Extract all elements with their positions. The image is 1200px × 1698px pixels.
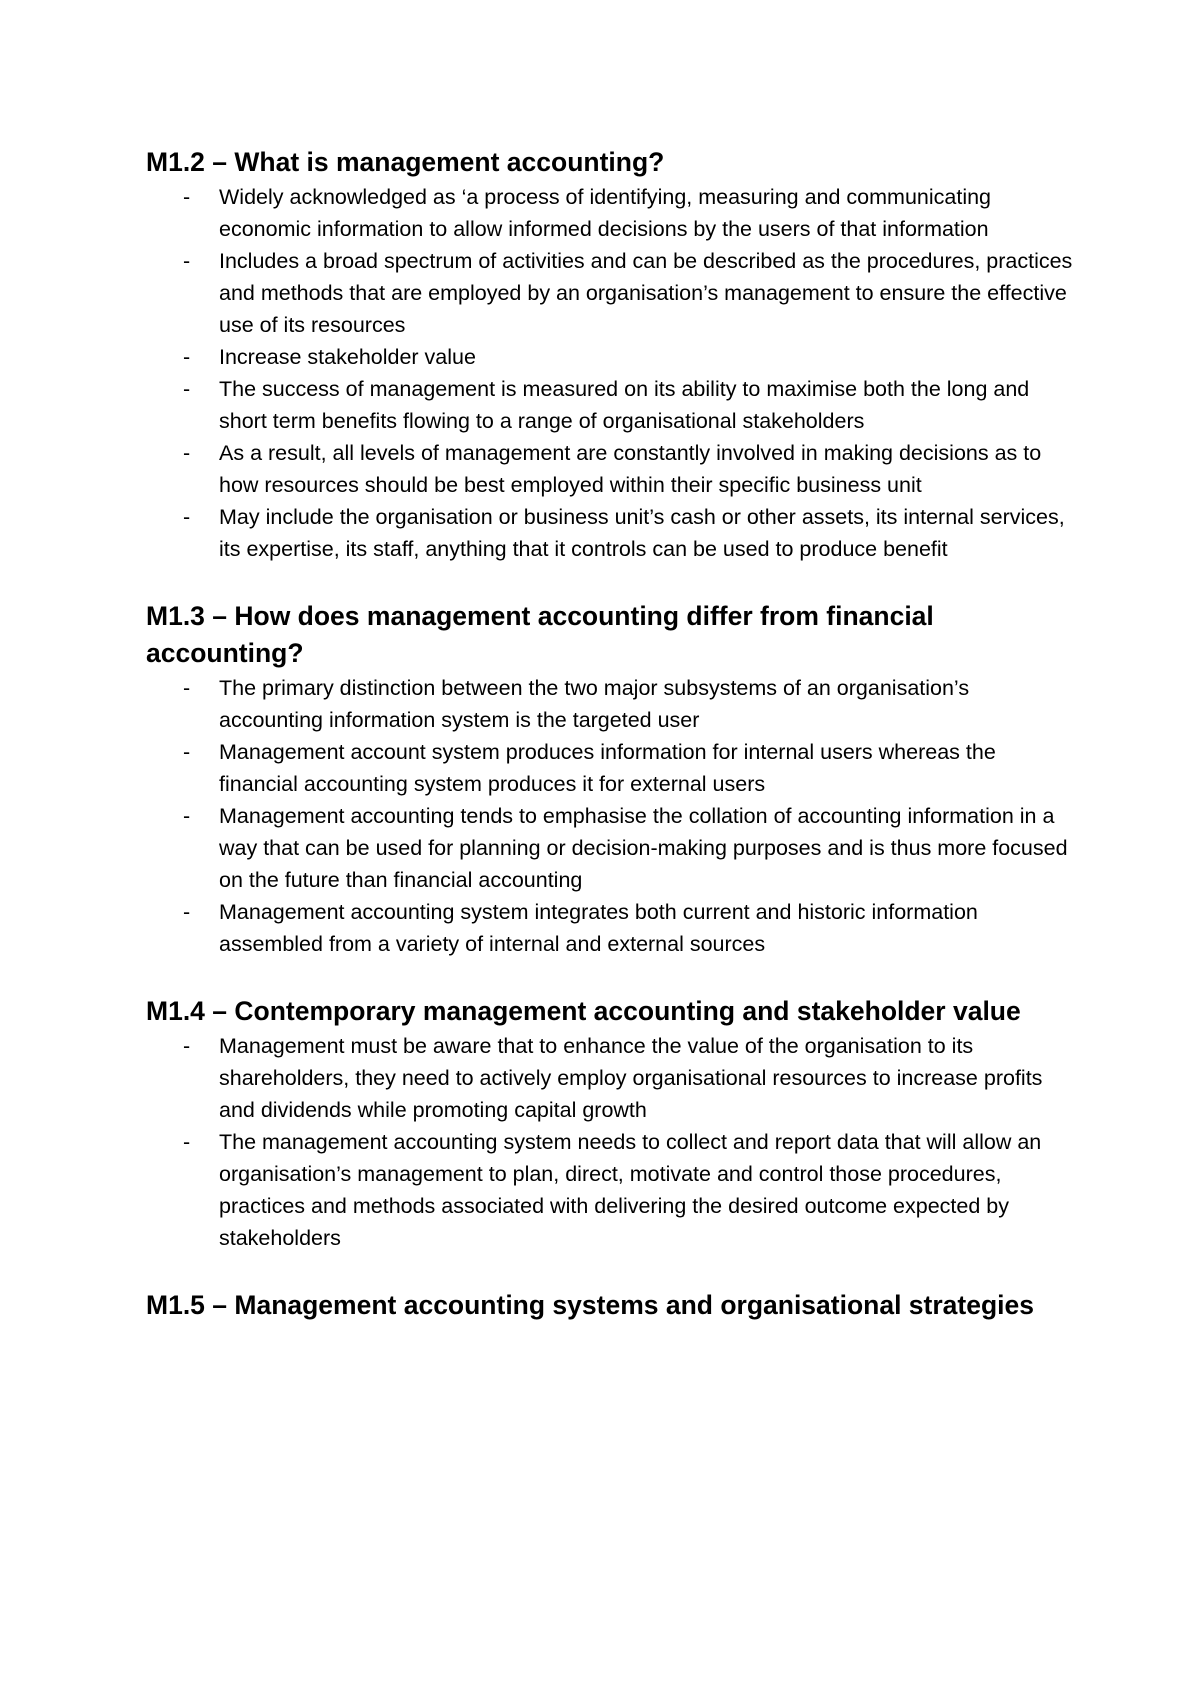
list-item <box>146 501 1076 565</box>
bullet-list <box>146 181 1076 565</box>
list-item <box>146 437 1076 501</box>
bullet-dash: - <box>183 900 191 924</box>
section-heading: M1.4 – Contemporary management accounting and stakeholder value <box>146 996 1021 1026</box>
section-m1-5 <box>146 1287 1076 1324</box>
section-heading: M1.3 – How does management accounting differ from financial accounting? <box>146 601 934 668</box>
bullet-dash: - <box>183 1130 191 1154</box>
list-item <box>146 181 1076 245</box>
bullet-text: The management accounting system needs to collect and report data that will allow an organisation’s management to plan, direct, motivate and control those procedures, practices and methods associated with delivering the desired outcome expected by stakeholders <box>219 1130 1042 1250</box>
bullet-text: Increase stakeholder value <box>219 345 476 369</box>
bullet-text: The primary distinction between the two major subsystems of an organisation’s accounting information system is the targeted user <box>219 676 970 732</box>
bullet-dash: - <box>183 676 191 700</box>
bullet-dash: - <box>183 505 191 529</box>
bullet-dash: - <box>183 249 191 273</box>
bullet-text: Management accounting system integrates both current and historic information assembled from a variety of internal and external sources <box>219 900 978 956</box>
bullet-text: Widely acknowledged as ‘a process of identifying, measuring and communicating economic information to allow informed decisions by the users of that information <box>219 185 992 241</box>
bullet-text: As a result, all levels of management are constantly involved in making decisions as to how resources should be best employed within their specific business unit <box>219 441 1042 497</box>
bullet-dash: - <box>183 185 191 209</box>
bullet-dash: - <box>183 740 191 764</box>
list-item <box>146 800 1076 896</box>
bullet-dash: - <box>183 1034 191 1058</box>
bullet-dash: - <box>183 441 191 465</box>
list-item <box>146 373 1076 437</box>
section-heading: M1.2 – What is management accounting? <box>146 147 665 177</box>
section-m1-3 <box>146 598 1076 960</box>
list-item <box>146 672 1076 736</box>
list-item <box>146 1030 1076 1126</box>
section-m1-4 <box>146 993 1076 1254</box>
section-m1-2 <box>146 144 1076 565</box>
bullet-list <box>146 672 1076 960</box>
section-heading: M1.5 – Management accounting systems and organisational strategies <box>146 1290 1035 1320</box>
list-item <box>146 896 1076 960</box>
list-item <box>146 245 1076 341</box>
bullet-dash: - <box>183 804 191 828</box>
bullet-dash: - <box>183 345 191 369</box>
bullet-text: Management must be aware that to enhance the value of the organisation to its shareholders, they need to actively employ organisational resources to increase profits and dividends while promoting capital growth <box>219 1034 1043 1122</box>
bullet-text: Management account system produces information for internal users whereas the financial accounting system produces it for external users <box>219 740 996 796</box>
list-item <box>146 1126 1076 1254</box>
bullet-list <box>146 1030 1076 1254</box>
list-item <box>146 736 1076 800</box>
bullet-text: The success of management is measured on its ability to maximise both the long and short term benefits flowing to a range of organisational stakeholders <box>219 377 1030 433</box>
bullet-text: May include the organisation or business unit’s cash or other assets, its internal services, its expertise, its staff, anything that it controls can be used to produce benefit <box>219 505 1065 561</box>
bullet-text: Includes a broad spectrum of activities and can be described as the procedures, practices and methods that are employed by an organisation’s management to ensure the effective use of its resources <box>219 249 1073 337</box>
bullet-text: Management accounting tends to emphasise the collation of accounting information in a way that can be used for planning or decision-making purposes and is thus more focused on the future than financial accounting <box>219 804 1068 892</box>
list-item <box>146 341 1076 373</box>
bullet-dash: - <box>183 377 191 401</box>
